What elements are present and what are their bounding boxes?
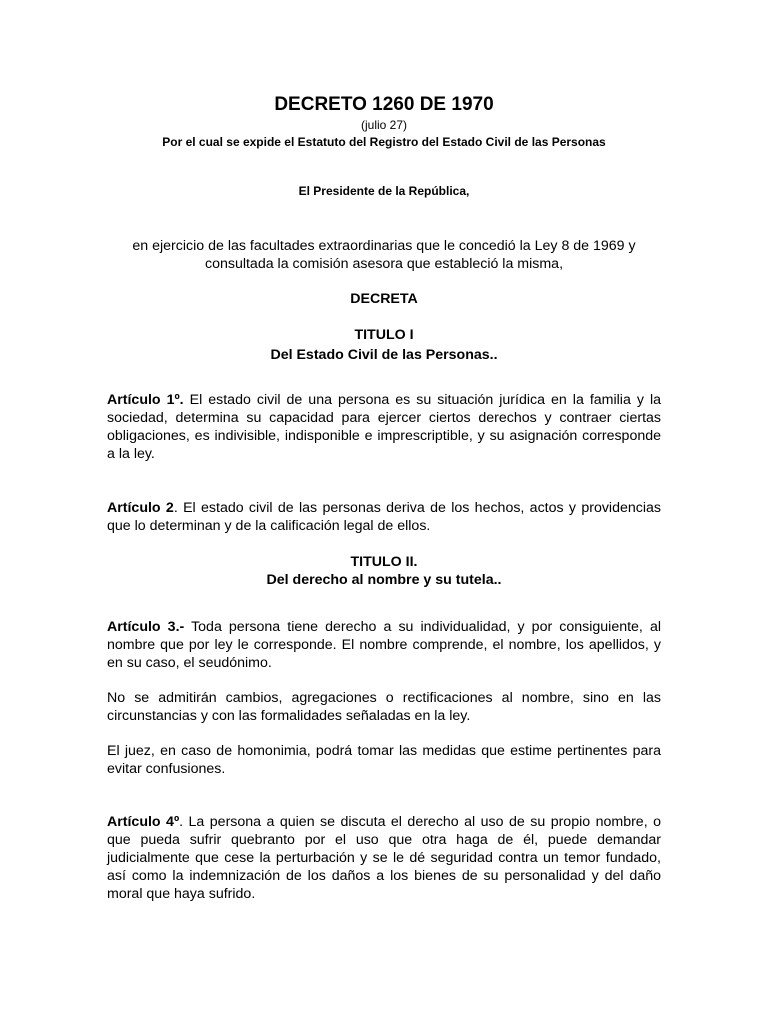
titulo-2-name: Del derecho al nombre y su tutela.. — [266, 572, 502, 588]
decree-date: (julio 27) — [360, 118, 408, 132]
articulo-1 — [107, 391, 661, 463]
articulo-2-label: Artículo 2 — [107, 500, 174, 516]
decreta-heading: DECRETA — [350, 291, 418, 307]
decree-title: DECRETO 1260 DE 1970 — [274, 94, 494, 115]
articulo-4 — [107, 813, 661, 903]
articulo-2-text: . El estado civil de las personas deriva de los hechos, actos y providencias que lo determinan y de la calificación legal de ellos. — [107, 500, 661, 534]
articulo-3-paragraph-2: No se admitirán cambios, agregaciones o rectificaciones al nombre, sino en las circunstancias y con las formalidades señaladas en la ley. — [107, 690, 661, 724]
articulo-1-text: El estado civil de una persona es su situación jurídica en la familia y la sociedad, determina su capacidad para ejercer ciertos derechos y contraer ciertas obligaciones, es indivisible, indisponible e imprescriptible, y su asignación corresponde a la ley. — [107, 392, 661, 462]
articulo-1-label: Artículo 1º. — [107, 392, 184, 408]
preamble-line-1: en ejercicio de las facultades extraordinarias que le concedió la Ley 8 de 1969 y — [132, 238, 636, 254]
articulo-3 — [107, 618, 661, 672]
preamble-line-2: consultada la comisión asesora que estableció la misma, — [204, 256, 564, 272]
president-line: El Presidente de la República, — [298, 184, 470, 198]
articulo-2 — [107, 499, 661, 535]
articulo-3-label: Artículo 3.- — [107, 619, 185, 635]
articulo-3-text: Toda persona tiene derecho a su individualidad, y por consiguiente, al nombre que por ley le corresponde. El nombre comprende, el nombre, los apellidos, y en su caso, el seudónimo. — [107, 619, 661, 671]
articulo-4-label: Artículo 4º — [107, 814, 180, 830]
titulo-1-number: TITULO I — [354, 327, 414, 343]
titulo-1-name: Del Estado Civil de las Personas.. — [270, 347, 498, 363]
articulo-4-text: . La persona a quien se discuta el derecho al uso de su propio nombre, o que pueda sufrir quebranto por el uso que otra haga de él, puede demandar judicialmente que cese la perturbación y se le dé seguridad contra un temor fundado, así como la indemnización de los daños a los bienes de su personalidad y del daño moral que haya sufrido. — [107, 814, 661, 902]
titulo-2-number: TITULO II. — [350, 554, 418, 570]
articulo-3-paragraph-3: El juez, en caso de homonimia, podrá tomar las medidas que estime pertinentes para evitar confusiones. — [107, 743, 661, 777]
decree-subtitle: Por el cual se expide el Estatuto del Registro del Estado Civil de las Personas — [162, 135, 606, 149]
